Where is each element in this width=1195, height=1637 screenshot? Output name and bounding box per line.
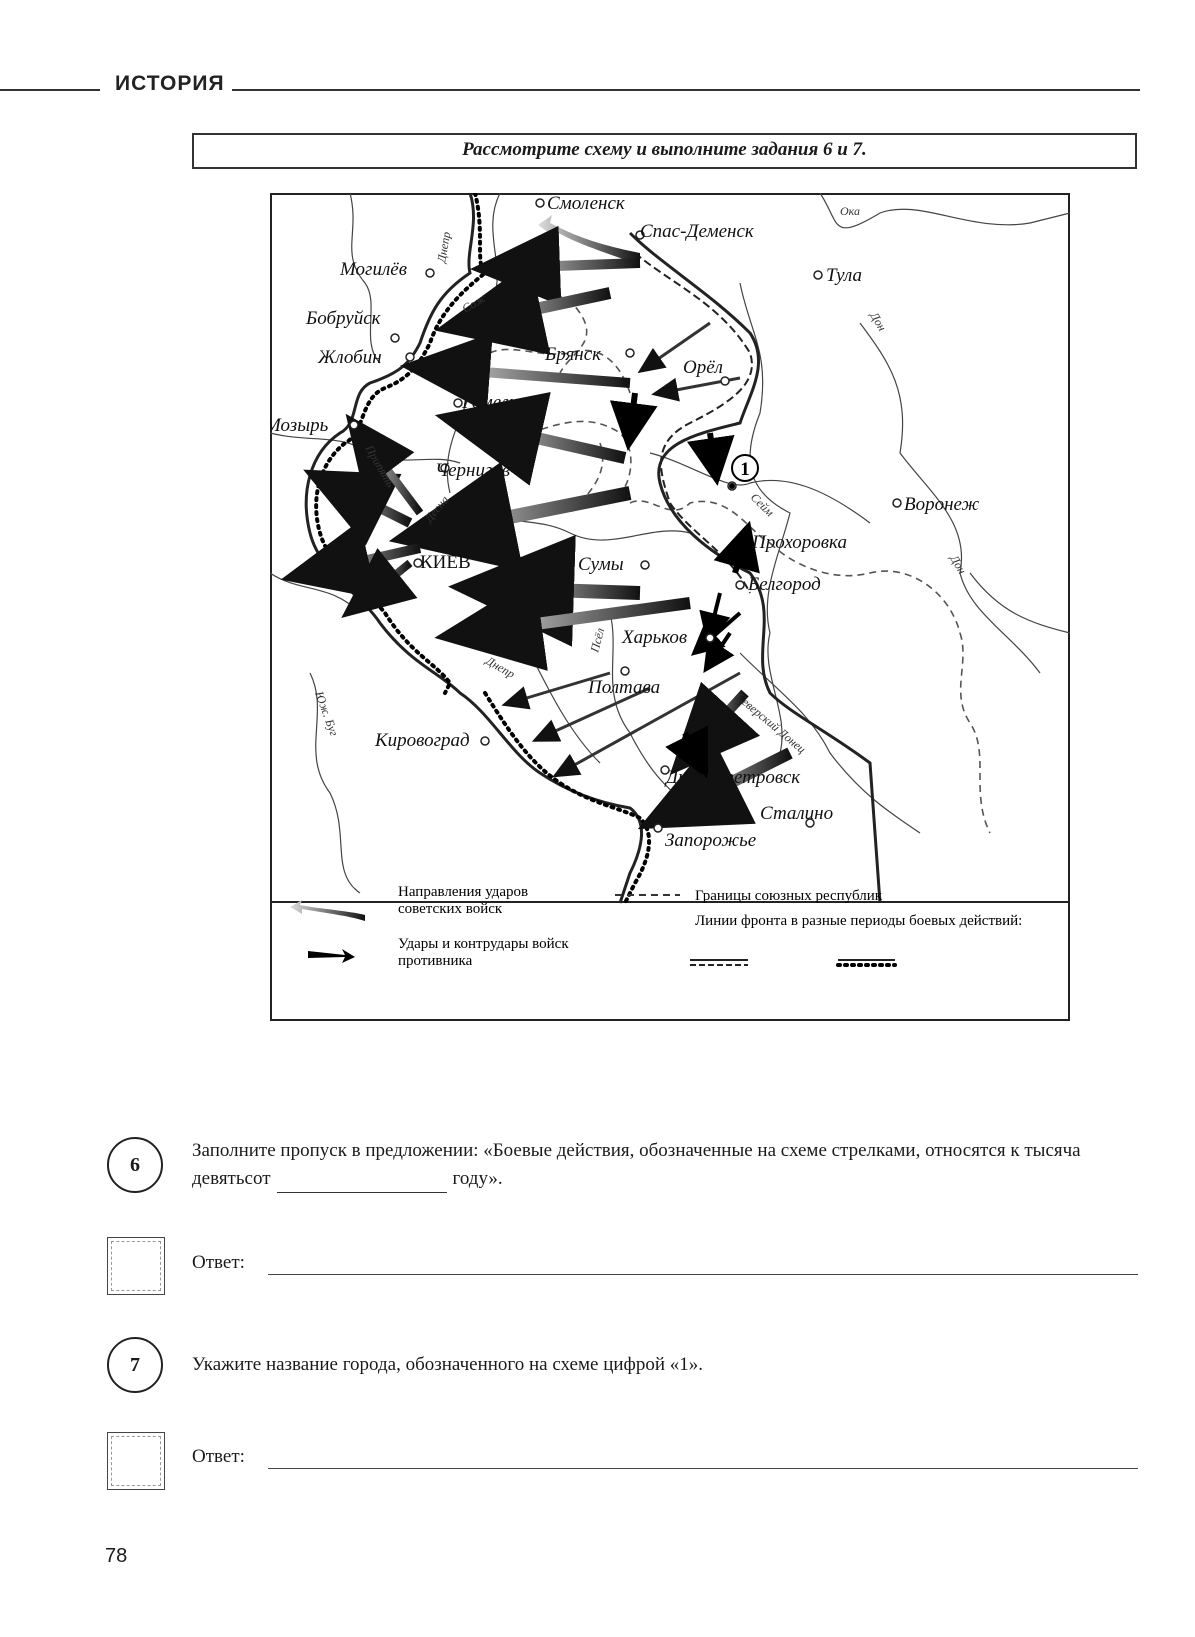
front-line-east (630, 233, 880, 903)
soviet-arrow (490, 588, 640, 593)
river-psel: Псёл (587, 626, 608, 654)
soviet-arrow (470, 293, 610, 323)
river-labels (312, 204, 970, 756)
enemy-arrow (710, 433, 715, 468)
city-voronezh: Воронеж (904, 494, 980, 515)
answer-line-6[interactable] (268, 1274, 1138, 1275)
answer-label-7: Ответ: (192, 1446, 245, 1467)
answer-line-7[interactable] (268, 1468, 1138, 1469)
city-dnepropetrovsk: Днепропетровск (666, 767, 801, 788)
city-kharkov: Харьков (622, 627, 688, 648)
river-don-south: Дон (947, 552, 970, 577)
legend-enemy-arrow-icon (308, 949, 355, 963)
city-poltava: Полтава (588, 677, 661, 698)
soviet-arrow (470, 423, 625, 458)
legend-soviet-arrow-icon (290, 900, 365, 921)
river-dnepr-north: Днепр (434, 230, 454, 264)
city-zhlobin: Жлобин (318, 347, 382, 368)
soviet-arrow (430, 493, 630, 533)
city-bryansk: Брянск (545, 344, 602, 365)
river-pripyat: Припять (362, 442, 398, 490)
question-6-blank (277, 1174, 447, 1193)
answer-label-6: Ответ: (192, 1252, 245, 1273)
rivers (270, 193, 1070, 893)
header-rule-left (0, 89, 100, 91)
question-6-text-before: Заполните пропуск в предложении: «Боевые действия, обозначенные на схеме стрелками, относятся к тысяча девятьсот (192, 1140, 1081, 1189)
river-dnepr-south: Днепр (483, 653, 518, 682)
marker-1-label: 1 (740, 459, 750, 480)
river-don-north: Дон (867, 309, 890, 334)
soviet-arrow (360, 563, 410, 603)
legend-soviet-text: Направления ударов (398, 884, 529, 900)
enemy-arrow (700, 613, 740, 648)
river-oka: Ока (840, 204, 860, 218)
legend (290, 884, 1022, 969)
header-rule-right (232, 89, 1140, 91)
soviet-arrow (538, 215, 640, 265)
soviet-arrow (430, 368, 630, 383)
legend-enemy-text: Удары и контрудары войск (398, 936, 569, 952)
question-6-text (192, 1137, 1137, 1193)
river-desna: Десна (421, 492, 452, 525)
city-belgorod: Белгород (748, 574, 821, 595)
soviet-arrow (500, 263, 640, 268)
legend-borders-label: Границы союзных республик (695, 888, 883, 904)
enemy-arrow (630, 393, 635, 433)
city-zaporozhye: Запорожье (665, 830, 757, 851)
city-kirovograd: Кировоград (375, 730, 470, 751)
city-kiev: КИЕВ (420, 552, 471, 573)
city-smolensk: Смоленск (547, 193, 625, 214)
city-labels (270, 193, 979, 851)
legend-enemy-label (398, 936, 572, 969)
city-mozyr: Мозырь (270, 415, 329, 436)
map-border (271, 194, 1069, 902)
question-7-number: 7 (107, 1337, 163, 1393)
map-figure (270, 193, 1072, 1023)
city-prokhorovka: Прохоровка (752, 532, 847, 553)
city-tula: Тула (826, 265, 863, 286)
legend-soviet-text-line2: советских войск (398, 901, 503, 917)
subject-title: ИСТОРИЯ (115, 72, 225, 95)
answer-box-6[interactable] (107, 1237, 165, 1295)
city-stalino: Сталино (760, 803, 834, 824)
city-orel: Орёл (683, 357, 723, 378)
river-severskiy-donets: Северский Донец (733, 689, 809, 757)
legend-soviet-label (398, 884, 532, 917)
enemy-arrow (710, 593, 720, 633)
legend-front-label: Линии фронта в разные периоды боевых действий: (695, 913, 1023, 929)
instruction-box: Рассмотрите схему и выполните задания 6 и 7. (192, 133, 1137, 169)
answer-box-7[interactable] (107, 1432, 165, 1490)
river-seim: Сейм (747, 490, 777, 520)
question-6-text-after: году». (452, 1168, 503, 1189)
city-spas-demensk: Спас-Деменск (640, 221, 754, 242)
legend-enemy-text-line2: противника (398, 953, 473, 969)
city-bobruisk: Бобруйск (306, 308, 381, 329)
page-number: 78 (105, 1545, 128, 1567)
river-yuzh-bug: Юж. Буг (312, 689, 342, 738)
question-7-text: Укажите название города, обозначенного на схеме цифрой «1». (192, 1354, 704, 1375)
city-sumy: Сумы (578, 554, 624, 575)
city-gomel: Гомель (462, 392, 518, 413)
river-sozh: Сож (459, 290, 489, 316)
marker-1-dot (729, 483, 735, 489)
city-chernigov: Чернигов (435, 460, 511, 481)
question-6-number: 6 (107, 1137, 163, 1193)
section-header (0, 60, 1195, 110)
city-mogilev: Могилёв (340, 259, 407, 280)
map-svg (270, 193, 1072, 1023)
